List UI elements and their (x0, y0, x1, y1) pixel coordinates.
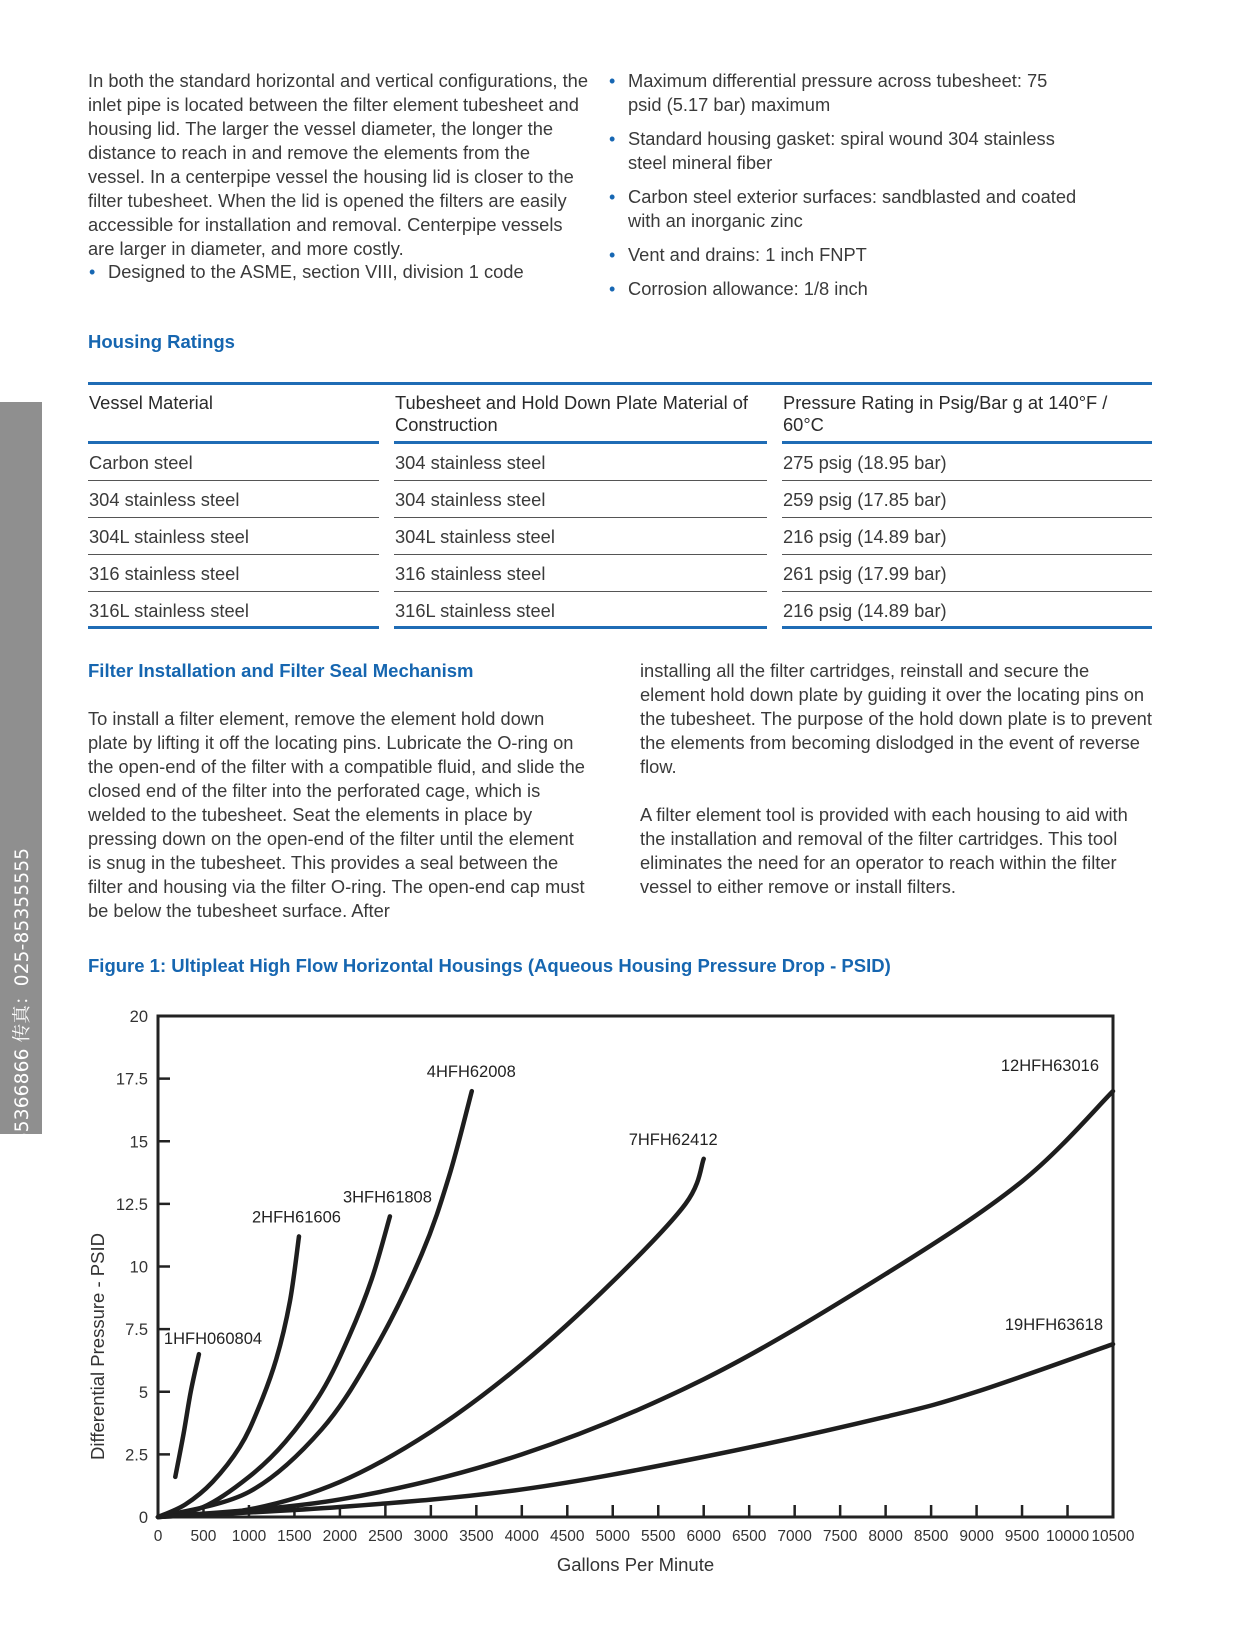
cell-pressure-rating: 216 psig (14.89 bar) (782, 518, 1152, 555)
bullet-item: • Standard housing gasket: spiral wound 304 stainless steel mineral fiber (608, 127, 1078, 175)
cell-pressure-rating: 216 psig (14.89 bar) (782, 592, 1152, 629)
cell-tubesheet-material: 316 stainless steel (394, 555, 767, 592)
x-tick-label: 5500 (640, 1528, 676, 1545)
series-label: 12HFH63016 (1000, 1057, 1099, 1076)
series-label: 19HFH63618 (1004, 1316, 1103, 1335)
cell-pressure-rating: 261 psig (17.99 bar) (782, 555, 1152, 592)
y-tick-label: 5 (138, 1383, 148, 1402)
series-line-19hfh63618 (158, 1344, 1113, 1517)
cell-tubesheet-material: 316L stainless steel (394, 592, 767, 629)
plot-frame (158, 1016, 1113, 1517)
y-tick-label: 17.5 (115, 1070, 148, 1089)
x-tick-label: 3000 (413, 1528, 449, 1545)
x-tick-label: 3500 (459, 1528, 494, 1545)
cell-pressure-rating: 275 psig (18.95 bar) (782, 444, 1152, 481)
bullet-item: • Maximum differential pressure across tubesheet: 75 psid (5.17 bar) maximum (608, 69, 1078, 117)
side-contact-text: 南京科迪沃系统工程有限公司 电话：025-85366866 传真：025-85355555 (12, 847, 33, 1493)
header-vessel-material: Vessel Material (88, 385, 379, 444)
installation-left-text: To install a filter element, remove the element hold down plate by lifting it off the locating pins. Lubricate the O-ring on the open-end of the filter with a compatible fluid, and slide the closed end of the filter into the perforated cage, which is welded to the tubesheet. Seat the elements in place by pressing down on the open-end of the filter until the element is snug in the tubesheet. This provides a seal between the filter and housing via the filter O-ring. The open-end cap must be below the tubesheet surface. After (88, 708, 585, 921)
figure-title: Figure 1: Ultipleat High Flow Horizontal Housings (Aqueous Housing Pressure Drop - PSID) (88, 955, 891, 976)
housing-ratings-title: Housing Ratings (88, 331, 235, 352)
cell-vessel-material: 304 stainless steel (88, 481, 379, 518)
x-tick-label: 7500 (822, 1528, 858, 1545)
x-tick-label: 2000 (322, 1528, 358, 1545)
header-pressure-rating: Pressure Rating in Psig/Bar g at 140°F / 60°C (782, 385, 1152, 444)
series-label: 4HFH62008 (426, 1063, 516, 1082)
x-tick-label: 1500 (277, 1528, 312, 1545)
cell-vessel-material: 304L stainless steel (88, 518, 379, 555)
x-tick-label: 500 (190, 1528, 217, 1545)
series-line-4hfh62008 (158, 1091, 472, 1517)
x-tick-label: 0 (153, 1528, 163, 1545)
cell-tubesheet-material: 304L stainless steel (394, 518, 767, 555)
y-tick-label: 2.5 (125, 1446, 148, 1465)
cell-vessel-material: 316L stainless steel (88, 592, 379, 629)
series-line-1hfh060804 (175, 1354, 199, 1477)
series-label: 2HFH61606 (251, 1208, 341, 1227)
y-tick-label: 12.5 (115, 1195, 148, 1214)
cell-vessel-material: 316 stainless steel (88, 555, 379, 592)
y-tick-label: 20 (129, 1008, 148, 1026)
x-tick-label: 9000 (959, 1528, 994, 1545)
x-tick-label: 8000 (868, 1528, 903, 1545)
x-tick-label: 1000 (231, 1528, 267, 1545)
y-tick-label: 0 (138, 1509, 148, 1527)
y-tick-label: 7.5 (125, 1321, 148, 1340)
installation-title: Filter Installation and Filter Seal Mechanism (88, 660, 474, 681)
cell-tubesheet-material: 304 stainless steel (394, 444, 767, 481)
x-tick-label: 7000 (777, 1528, 812, 1545)
series-label: 3HFH61808 (342, 1188, 432, 1207)
bullet-item: • Corrosion allowance: 1/8 inch (608, 277, 1078, 301)
bullet-item: • Designed to the ASME, section VIII, division 1 code (88, 260, 588, 284)
installation-right-text-1: installing all the filter cartridges, reinstall and secure the element hold down plate by guiding it over the locating pins on the tubesheet. The purpose of the hold down plate is to prevent the elements from becoming dislodged in the event of reverse flow. (640, 660, 1152, 777)
x-tick-label: 9500 (1004, 1528, 1040, 1545)
installation-right-text-2: A filter element tool is provided with each housing to aid with the installation and removal of the filter cartridges. This tool eliminates the need for an operator to reach within the filter vessel to either remove or install filters. (640, 804, 1128, 897)
series-label: 7HFH62412 (628, 1130, 718, 1149)
x-tick-label: 10000 (1045, 1528, 1090, 1545)
x-tick-label: 10500 (1091, 1528, 1135, 1545)
intro-paragraph: In both the standard horizontal and vertical configurations, the inlet pipe is located between the filter element tubesheet and housing lid. The larger the vessel diameter, the longer the distance to reach in and remove the elements from the vessel. In a centerpipe vessel the housing lid is closer to the filter tubesheet. When the lid is opened the filters are easily accessible for installation and removal. Centerpipe vessels are larger in diameter, and more costly. (88, 70, 589, 259)
series-label: 1HFH060804 (163, 1330, 263, 1349)
x-tick-label: 4500 (550, 1528, 585, 1545)
x-tick-label: 5000 (595, 1528, 631, 1545)
x-tick-label: 6500 (731, 1528, 767, 1545)
cell-tubesheet-material: 304 stainless steel (394, 481, 767, 518)
x-tick-label: 4000 (504, 1528, 540, 1545)
header-tubesheet-material: Tubesheet and Hold Down Plate Material of Construction (394, 385, 767, 444)
cell-pressure-rating: 259 psig (17.85 bar) (782, 481, 1152, 518)
x-axis-label: Gallons Per Minute (556, 1554, 715, 1575)
y-tick-label: 15 (129, 1133, 148, 1152)
x-tick-label: 2500 (368, 1528, 403, 1545)
x-tick-label: 8500 (913, 1528, 949, 1545)
bullet-item: • Vent and drains: 1 inch FNPT (608, 243, 1078, 267)
bullet-item: • Carbon steel exterior surfaces: sandblasted and coated with an inorganic zinc (608, 185, 1078, 233)
y-tick-label: 10 (129, 1258, 148, 1277)
y-axis-label: Differential Pressure - PSID (87, 1233, 108, 1460)
x-tick-label: 6000 (686, 1528, 721, 1545)
cell-vessel-material: Carbon steel (88, 444, 379, 481)
